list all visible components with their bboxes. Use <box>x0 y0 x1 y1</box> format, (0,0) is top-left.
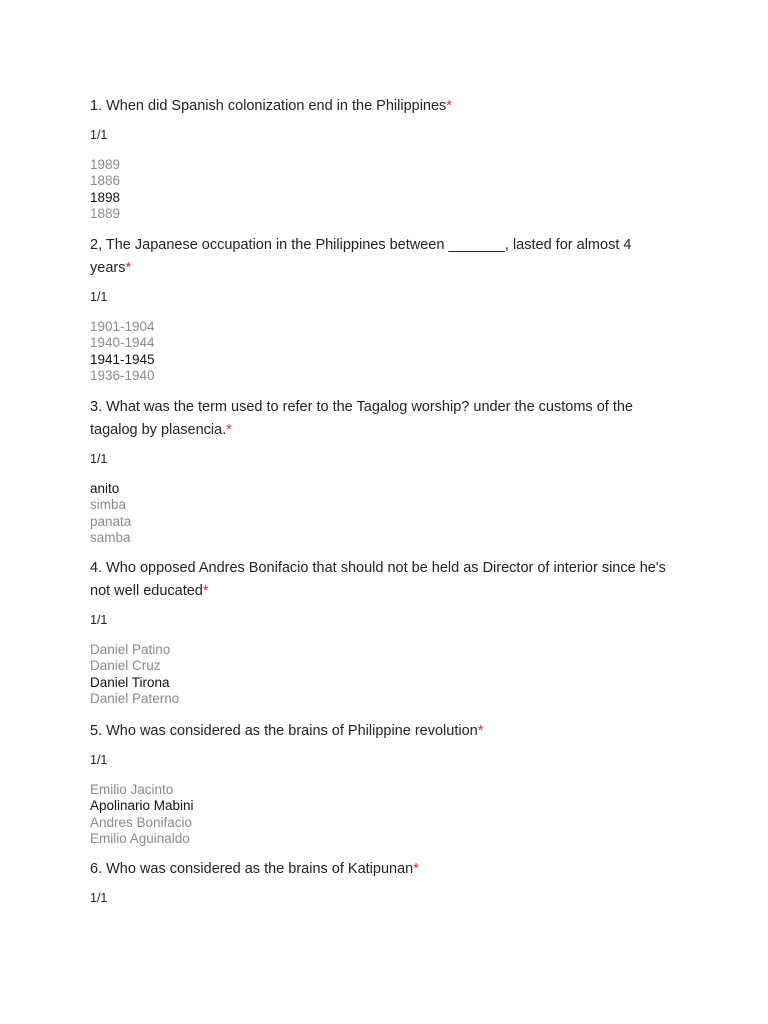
answer-option-correct: 1898 <box>90 189 121 205</box>
question-score: 1/1 <box>90 753 108 767</box>
answer-option: samba <box>90 529 131 545</box>
answer-option: 1901-1904 <box>90 319 155 334</box>
question-score: 1/1 <box>90 452 108 466</box>
question-3 <box>90 396 668 546</box>
answer-option: Daniel Cruz <box>90 658 161 674</box>
answer-option-correct: Apolinario Mabini <box>90 798 194 814</box>
question-text: 2, The Japanese occupation in the Philippines between _______, lasted for almost 4 years* <box>90 237 632 276</box>
question-text: 3. What was the term used to refer to the Tagalog worship? under the customs of the tagalog by plasencia.* <box>90 399 633 438</box>
answer-option: 1889 <box>90 205 121 221</box>
required-marker: * <box>226 422 232 438</box>
answer-option: Emilio Jacinto <box>90 782 174 797</box>
question-score: 1/1 <box>90 128 108 142</box>
question-text: 4. Who opposed Andres Bonifacio that should not be held as Director of interior since he's not well educated* <box>90 560 666 599</box>
answer-option-correct: Daniel Tirona <box>90 674 170 690</box>
answer-option: 1936-1940 <box>90 367 155 383</box>
answer-option-correct: 1941-1945 <box>90 351 155 367</box>
answer-option: 1940-1944 <box>90 335 155 351</box>
question-1 <box>90 95 668 222</box>
answer-options <box>90 642 668 707</box>
answer-option: Daniel Patino <box>90 642 171 657</box>
question-text: 6. Who was considered as the brains of Katipunan* <box>90 861 419 877</box>
required-marker: * <box>413 861 419 877</box>
question-score: 1/1 <box>90 290 108 304</box>
answer-option: 1886 <box>90 173 121 189</box>
answer-options <box>90 481 668 546</box>
required-marker: * <box>477 723 484 739</box>
question-4 <box>90 557 668 707</box>
question-text: 1. When did Spanish colonization end in the Philippines* <box>90 98 452 114</box>
question-6 <box>90 858 668 920</box>
answer-option: Emilio Aguinaldo <box>90 830 190 846</box>
answer-option: simba <box>90 497 127 513</box>
answer-option: panata <box>90 513 132 529</box>
question-score: 1/1 <box>90 613 108 627</box>
answer-options <box>90 319 668 384</box>
required-marker: * <box>446 98 452 114</box>
answer-options <box>90 782 668 847</box>
answer-option: 1989 <box>90 157 121 172</box>
answer-option-correct: anito <box>90 481 120 496</box>
answer-option: Andres Bonifacio <box>90 814 193 830</box>
required-marker: * <box>125 260 132 276</box>
question-2 <box>90 234 668 384</box>
answer-options <box>90 157 668 222</box>
question-5 <box>90 720 668 847</box>
question-score: 1/1 <box>90 891 108 905</box>
answer-option: Daniel Paterno <box>90 690 180 706</box>
required-marker: * <box>202 583 209 599</box>
question-text: 5. Who was considered as the brains of Philippine revolution* <box>90 723 484 739</box>
